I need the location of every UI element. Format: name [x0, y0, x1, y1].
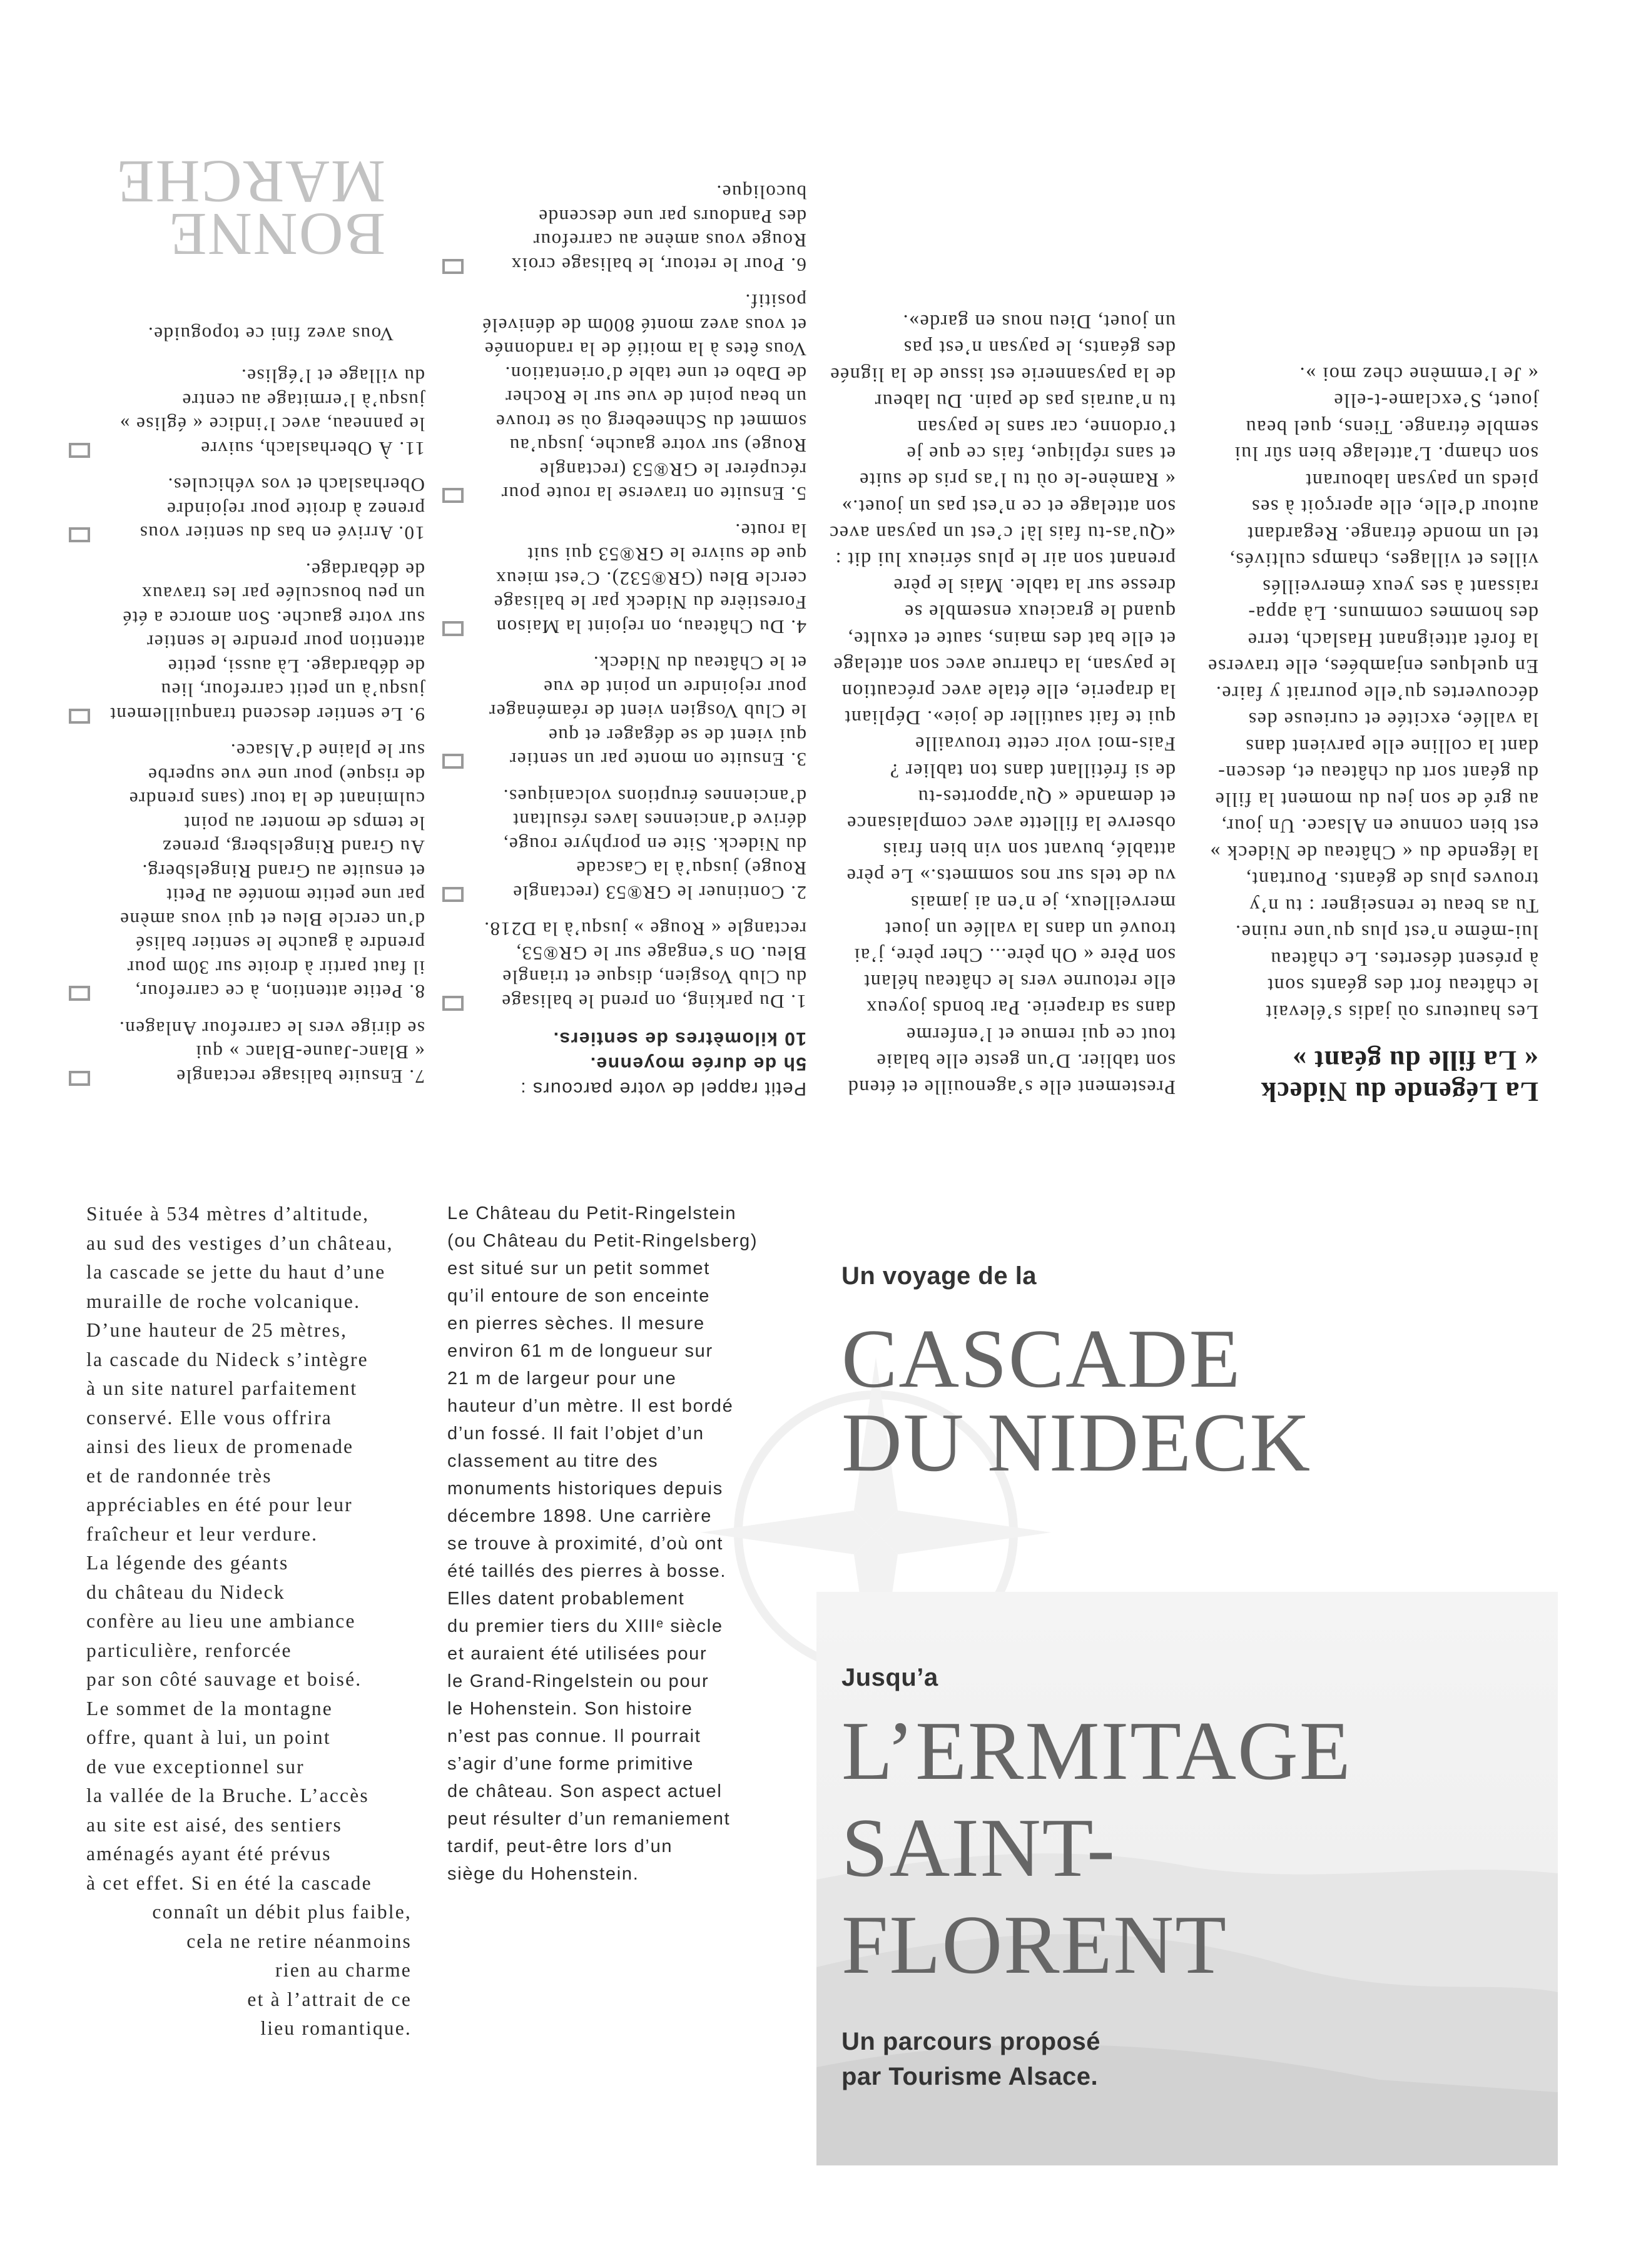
text-line: Le Château du Petit-Ringelstein: [447, 1203, 737, 1223]
step-text-line: 3. Ensuite on monte par un sentier: [509, 749, 806, 771]
route-step: [437, 519, 806, 639]
route-step: [437, 784, 806, 905]
text-line: classement au titre des: [447, 1451, 659, 1471]
text-line: Fais-moi voir cette trouvaille: [914, 733, 1176, 756]
step-text-line: la route.: [734, 520, 806, 542]
text-line: qui te fait sautiller de joie». Dépliant: [843, 707, 1176, 730]
text-line: hauteur d’un mètre. Il est bordé: [447, 1396, 734, 1416]
step-text-line: se dirige vers le carrefour Anlagen.: [118, 1018, 425, 1040]
step-checkbox[interactable]: [442, 259, 464, 274]
step-text-line: jusqu’à l’ermitage au centre: [181, 390, 425, 412]
text-line: lieu romantique.: [260, 2017, 412, 2039]
step-text-line: Vous êtes à la moitié de la randonnée: [484, 338, 806, 361]
story-column: [806, 309, 1176, 1101]
route-step: [56, 473, 425, 545]
text-line: le Grand-Ringelstein ou pour: [447, 1671, 709, 1691]
inverted-brochure-panel: [0, 0, 1626, 1126]
route-step: [56, 364, 425, 460]
text-line: le paysan, la charrue avec son attelage: [832, 654, 1176, 677]
text-line: Prestement elle s’agenouille et étend: [847, 1076, 1176, 1099]
route-step: [437, 180, 806, 276]
legend-body: [1182, 362, 1538, 1026]
text-line: n’est pas connue. Il pourrait: [447, 1726, 701, 1746]
step-text-line: dérive d’anciennes laves résultant: [512, 809, 806, 832]
text-line: villes et villages, champs cultivés,: [1229, 549, 1538, 572]
text-line: « Je l’emmène chez moi ».: [1299, 363, 1538, 386]
text-line: En quelques enjambées, elle traverse: [1207, 656, 1538, 679]
text-line: siège du Hohenstein.: [447, 1864, 639, 1884]
text-line: du château du Nideck: [86, 1581, 285, 1603]
step-checkbox[interactable]: [442, 754, 464, 769]
text-line: fraîcheur et leur verdure.: [86, 1522, 318, 1545]
step-text-line: rectangle « Rouge » jusqu’à la D218.: [483, 918, 806, 941]
text-line: observe la fillette avec complaisance: [846, 812, 1176, 835]
text-line: muraille de roche volcanique.: [86, 1290, 361, 1312]
text-line: au gré de son jeu du moment la fille: [1214, 789, 1538, 811]
text-line: son champ. L’attelage bien sûr lui: [1234, 443, 1538, 466]
step-text-line: du village et l’église.: [240, 365, 425, 388]
farewell-heading: [56, 148, 425, 268]
text-line: un jouet, Dieu nous en garde».: [902, 311, 1176, 334]
text-line: la légende du « Château de Nideck »: [1209, 842, 1538, 864]
text-line: de si frétillant dans ton tablier ?: [889, 759, 1176, 782]
step-text-line: et ensuite au Grand Ringelsberg.: [141, 861, 425, 883]
text-line: lui-même n’est plus qu’une ruine.: [1234, 921, 1538, 944]
step-checkbox[interactable]: [69, 709, 90, 724]
step-text-line: du Nideck. Site en porphyre rouge,: [502, 834, 806, 856]
text-line: particulière, renforcée: [86, 1639, 292, 1661]
text-line: 21 m de largeur pour une: [447, 1369, 677, 1389]
route-column-a: [437, 180, 806, 1101]
step-text-line: prenez à droite pour rejoindre: [166, 499, 425, 520]
text-line: attablé, buvant son vin bien frais: [882, 839, 1176, 862]
text-line: de vue exceptionnel sur: [86, 1755, 305, 1778]
step-text-line: 4. Du Château, on rejoint la Maison: [495, 616, 806, 638]
text-line: DU NIDECK: [841, 1396, 1312, 1489]
step-checkbox[interactable]: [69, 986, 90, 1001]
text-line: et à l’attrait de ce: [247, 1988, 412, 2010]
text-line: et sans réplique, fais ce que je: [906, 443, 1176, 466]
route-step: [437, 289, 806, 506]
step-text-line: Rouge vous amène au carrefour: [532, 230, 806, 252]
step-text-line: pour rejoindre un point de vue: [542, 677, 806, 699]
text-line: et demande « Qu’apportes-tu: [917, 786, 1176, 809]
step-text-line: 9. Le sentier descend tranquillement: [109, 704, 425, 726]
text-line: la cascade se jette du haut d’une: [86, 1261, 386, 1283]
step-text-line: 10. Arrivé en bas du sentier vous: [139, 522, 425, 545]
step-text-line: attention pour prendre le sentier: [146, 631, 425, 654]
route-step: [437, 651, 806, 772]
text-line: à cet effet. Si en été la cascade: [86, 1871, 372, 1894]
text-line: Un parcours proposé: [841, 2028, 1101, 2055]
text-line: jouet, S’exclame-t-elle: [1333, 390, 1538, 413]
text-line: «Qu’as-tu fais là! c’est un paysan avec: [828, 522, 1176, 545]
text-line: dresse sur la table. Mais le père: [892, 575, 1176, 598]
text-line: merveilleux, je n’en ai jamais: [910, 891, 1176, 914]
step-text-line: Au Grand Ringelsberg, prenez: [161, 836, 425, 859]
text-line: pieds un paysan labourant: [1304, 470, 1538, 492]
step-text-line: 1. Du parking, on prend le balisage: [501, 991, 806, 1013]
text-line: L’ERMITAGE: [841, 1704, 1352, 1797]
text-line: BONNE: [168, 200, 385, 268]
step-text-line: sur le plaine d’Alsace.: [230, 740, 425, 762]
step-text-line: le Club Vosgien vient de réaménager: [488, 701, 806, 723]
text-line: de la paysannerie est issue de la lignée: [829, 363, 1176, 387]
step-text-line: Rouge) sur votre gauche, jusqu’au: [509, 435, 806, 457]
step-text-line: « Blanc-Jaune-Blanc » qui: [195, 1041, 425, 1064]
text-line: tel un monde étrange. Regardant: [1246, 523, 1538, 545]
text-line: la draperie, elle étale avec précaution: [841, 680, 1176, 703]
text-line: à présent désertes. Le château: [1269, 948, 1538, 971]
step-text-line: le temps de monter au point: [183, 813, 425, 834]
step-checkbox[interactable]: [442, 887, 464, 902]
step-text-line: de débardage. Là aussi, petite: [167, 656, 425, 677]
text-line: et de randonnée très: [86, 1464, 272, 1487]
step-text-line: d’anciennes éruptions volcaniques.: [502, 786, 806, 807]
text-line: le Hohenstein. Son histoire: [447, 1699, 693, 1719]
text-line: trouves plus de géants. Pourtant,: [1245, 868, 1538, 891]
text-line: se trouve à proximité, d’où ont: [447, 1534, 724, 1554]
step-checkbox[interactable]: [442, 621, 464, 636]
text-line: monuments historiques depuis: [447, 1479, 723, 1499]
text-line: la cascade du Nideck s’intègre: [86, 1348, 368, 1370]
step-checkbox[interactable]: [69, 528, 90, 543]
text-line: vu de tels sur nos sommets.» Le père: [846, 865, 1176, 888]
text-line: La légende des géants: [86, 1552, 289, 1574]
route-duration: 5h de durée moyenne.: [589, 1053, 806, 1074]
cover-title-cascade: [841, 1312, 1312, 1489]
text-line: par Tourisme Alsace.: [841, 2063, 1099, 2090]
step-text-line: Bleu. On s’engage sur le GR®53,: [515, 943, 806, 964]
step-text-line: sommet du Schneeberg où se trouve: [495, 411, 806, 433]
step-text-line: un beau point de vue sur le Rocher: [504, 387, 806, 409]
text-line: la vallée, excitée et curieuse des: [1247, 709, 1538, 732]
step-text-line: un peu bousculée par les travaux: [141, 583, 425, 605]
text-line: son attelage et ce n’est pas un jouet.»: [841, 495, 1176, 519]
text-line: de château. Son aspect actuel: [447, 1781, 723, 1801]
cascade-intro-lines: [86, 1200, 412, 1898]
text-line: tu n’aurais pas de pain. Du labeur: [874, 390, 1176, 413]
text-line: rien au charme: [275, 1959, 412, 1981]
text-line: confère au lieu une ambiance: [86, 1610, 356, 1632]
route-distance: 10 kilomètres de sentiers.: [552, 1028, 806, 1049]
text-line: Le sommet de la montagne: [86, 1697, 333, 1719]
text-line: la forêt atteignant Haslach, terre: [1247, 629, 1538, 652]
text-line: « Ramène-le où tu l’as pris de suite: [858, 469, 1176, 492]
step-text-line: prendre à gauche le sentier balisé: [135, 933, 425, 955]
cover-kicker-1: Un voyage de la: [841, 1262, 1037, 1290]
legend-title: [1182, 1045, 1538, 1107]
text-line: Tu as beau te renseigner : tu n’y: [1248, 895, 1538, 918]
text-line: du premier tiers du XIIIᵉ siècle: [447, 1616, 723, 1636]
step-text-line: 8. Petite attention, à ce carrefour,: [134, 981, 425, 1003]
text-line: et elle bat des mains, saute et exulte,: [847, 627, 1176, 651]
text-line: est situé sur un petit sommet: [447, 1258, 711, 1278]
step-text-line: 6. Pour le retour, le balisage croix: [511, 254, 806, 276]
cascade-intro-tail: [86, 1898, 412, 2043]
text-line: autour d’elle, elle aperçoit à ses: [1251, 496, 1538, 519]
text-line: prenant son air le plus sérieux lui dit :: [835, 548, 1176, 571]
step-text-line: culminant de la tour (sans prendre: [128, 788, 425, 811]
text-line: tardif, peut-être lors d’un: [447, 1836, 673, 1856]
step-text-line: positif.: [744, 290, 806, 313]
step-text-line: de Dabo et une table d’orientation.: [504, 363, 806, 385]
step-text-line: par une petite montée au Petit: [165, 884, 425, 907]
step-text-line: il faut partir à droite sur 30m pour: [126, 957, 425, 979]
text-line: qu’il entoure de son enceinte: [447, 1286, 711, 1306]
text-line: quand le gracieux ensemble se: [903, 601, 1176, 624]
text-line: décembre 1898. Une carrière: [447, 1506, 713, 1526]
route-step: [56, 558, 425, 727]
text-line: « La fille du géant »: [1292, 1045, 1538, 1076]
text-line: raissant à ses yeux émerveillés: [1261, 576, 1538, 599]
text-line: aménagés ayant été prévus: [86, 1843, 332, 1865]
step-text-line: 7. Ensuite balisage rectangle: [175, 1066, 425, 1088]
text-line: des hommes communs. Là appa-: [1247, 602, 1538, 625]
text-line: FLORENT: [841, 1898, 1227, 1991]
step-text-line: bucolique.: [716, 181, 806, 204]
step-text-line: récupérer le GR®53 (rectangle: [539, 459, 806, 481]
step-text-line: Oberhaslach et vos véhicules.: [167, 474, 425, 497]
step-text-line: que de suivre le GR®53 qui suit: [526, 544, 806, 566]
text-line: cela ne retire néanmoins: [186, 1930, 412, 1952]
step-text-line: Forestière du Nideck par le balisage: [493, 592, 806, 614]
text-line: elle retourne vers le château hélant: [863, 971, 1176, 994]
text-line: la vallée de la Bruche. L’accès: [86, 1785, 369, 1806]
route-step: [56, 739, 425, 1004]
text-line: son tablier. D’un geste elle balaie: [875, 1050, 1176, 1073]
text-line: des géants, le paysan n’est pas: [903, 337, 1176, 360]
text-line: tout ce qui remue et l’enferme: [905, 1023, 1176, 1046]
text-line: ainsi des lieux de promenade: [86, 1435, 354, 1457]
route-column-b: [56, 148, 425, 1101]
text-line: à un site naturel parfaitement: [86, 1377, 358, 1399]
text-line: dant la colline elle parvient dans: [1244, 736, 1538, 758]
text-line: environ 61 m de longueur sur: [447, 1341, 713, 1361]
cover-kicker-2: Jusqu’a: [841, 1664, 938, 1691]
step-text-line: et le Château du Nideck.: [592, 652, 806, 675]
step-text-line: des Pandours par une descende: [537, 206, 806, 228]
text-line: du géant sort du château et, descen-: [1217, 762, 1538, 785]
route-step: [56, 1016, 425, 1089]
step-text-line: cercle Bleu (GR®532). C’est mieux: [495, 568, 806, 590]
step-checkbox[interactable]: [69, 1071, 90, 1086]
text-line: dans sa draperie. Par bonds joyeux: [865, 997, 1176, 1020]
step-checkbox[interactable]: [442, 489, 464, 504]
text-line: son Père « Oh père... Cher père, j’ai: [853, 944, 1176, 967]
step-text-line: 5. Ensuite on traverse la route pour: [501, 483, 806, 505]
text-line: découvertes qu’elle pourrait y faire.: [1215, 682, 1538, 705]
cascade-intro-text: [86, 1200, 412, 2043]
route-step: [437, 917, 806, 1013]
text-line: le château fort des géants sont: [1266, 975, 1538, 998]
step-text-line: 11. À Oberhaslach, suivre: [200, 438, 425, 460]
step-text-line: de risque) pour une vue superbe: [147, 764, 425, 786]
cover-title-ermitage: [841, 1703, 1352, 1993]
text-line: CASCADE: [841, 1312, 1242, 1405]
step-text-line: du Club Vosgien, disque et triangle: [501, 966, 806, 989]
step-text-line: Rouge) jusqu’à la Cascade: [576, 858, 806, 880]
text-line: au sud des vestiges d’un château,: [86, 1232, 394, 1254]
text-line: semble étrange. Tiens, quel beau: [1245, 417, 1538, 439]
text-line: et auraient été utilisées pour: [447, 1644, 708, 1664]
cover-credit: [841, 2024, 1100, 2094]
text-line: en pierres sèches. Il mesure: [447, 1314, 705, 1334]
text-line: peut résulter d’un remaniement: [447, 1809, 731, 1829]
text-line: connaît un débit plus faible,: [152, 1901, 412, 1923]
text-line: Elles datent probablement: [447, 1589, 685, 1609]
step-text-line: 2. Continuer le GR®53 (rectangle: [512, 882, 806, 904]
text-line: d’un fossé. Il fait l’objet d’un: [447, 1424, 704, 1444]
step-text-line: jusqu’à un petit carrefour, lieu: [160, 679, 425, 702]
text-line: trouvé un dans la vallée un jouet: [884, 918, 1176, 941]
step-text-line: d’un cercle Bleu et qui vous amène: [119, 909, 425, 931]
step-text-line: et vous avez monté 800m de dénivelé: [481, 315, 806, 337]
text-line: Située à 534 mètres d’altitude,: [86, 1203, 370, 1225]
closing-text: Vous avez fini ce topoguide.: [147, 323, 394, 345]
text-line: D’une hauteur de 25 mètres,: [86, 1319, 348, 1341]
text-line: s’agir d’une forme primitive: [447, 1754, 694, 1774]
text-line: par son côté sauvage et boisé.: [86, 1668, 362, 1690]
text-line: t’ordonne, car sans le paysan: [916, 416, 1176, 439]
text-line: au site est aisé, des sentiers: [86, 1813, 342, 1836]
step-checkbox[interactable]: [442, 996, 464, 1011]
text-line: offre, quant à lui, un point: [86, 1726, 331, 1748]
step-text-line: le panneau, avec l’indice « église »: [119, 413, 425, 436]
chateau-description: [447, 1200, 785, 1888]
text-line: été taillés des pierres à bosse.: [447, 1561, 727, 1581]
route-intro: Petit rappel de votre parcours :: [519, 1078, 806, 1099]
text-line: Les hauteurs où jadis s’élevait: [1264, 1001, 1538, 1024]
step-text-line: de débardage.: [305, 559, 425, 581]
text-line: La Légende du Nideck: [1260, 1076, 1538, 1107]
step-checkbox[interactable]: [69, 443, 90, 458]
text-line: MARCHE: [115, 148, 385, 215]
step-text-line: qui vient de se dégager et que: [547, 725, 806, 747]
text-line: (ou Château du Petit-Ringelsberg): [447, 1231, 758, 1251]
text-line: SAINT-: [841, 1801, 1116, 1894]
legend-column: [1182, 362, 1538, 1108]
text-line: conservé. Elle vous offrira: [86, 1406, 332, 1429]
text-line: est bien connue en Alsace. Un jour,: [1221, 815, 1538, 838]
text-line: appréciables en été pour leur: [86, 1494, 353, 1516]
step-text-line: sur votre gauche. Son amorce a été: [122, 607, 425, 629]
